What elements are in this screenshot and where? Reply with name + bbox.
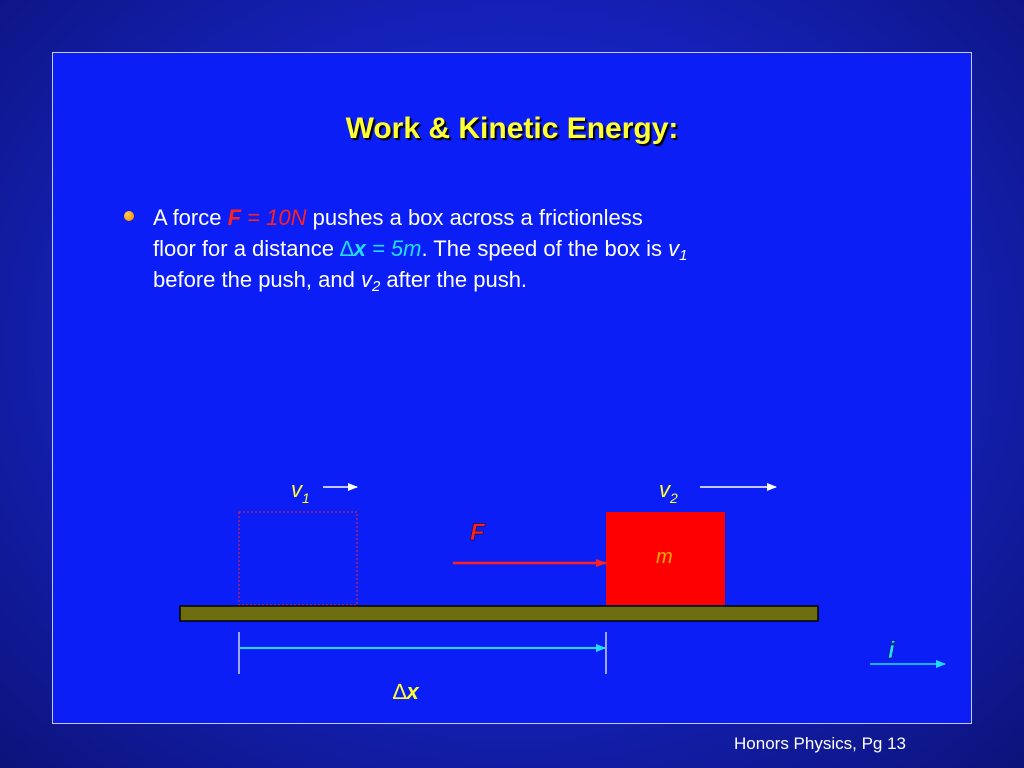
v1-label: $v_1$ [291, 477, 310, 506]
text-pushes: pushes a box across a frictionless [306, 205, 643, 230]
text-a-force: A force [153, 205, 228, 230]
x-symbol: x [353, 236, 366, 261]
force-value: = 10N [241, 205, 307, 230]
delta-symbol: ∆ [340, 236, 354, 261]
delta-x-label: ∆x [393, 679, 419, 704]
floor [180, 606, 818, 621]
v2-label: $v_2$ [659, 477, 678, 506]
text-floor: floor for a distance [153, 236, 341, 261]
force-symbol: F [227, 205, 242, 230]
footer-page-label: Honors Physics, Pg 13 [734, 734, 906, 753]
slide-title: Work & Kinetic Energy: [345, 112, 679, 145]
text-before: before the push, and [153, 267, 361, 292]
unit-vector-label: i [888, 637, 895, 664]
distance-value: = 5m [365, 236, 422, 261]
v1-symbol: $v_1$ [668, 236, 688, 264]
mass-label: m [656, 546, 673, 568]
initial-box-outline [239, 512, 357, 605]
force-label: F [470, 519, 485, 546]
text-speed: . The speed of the box is [421, 236, 669, 261]
text-after: after the push. [380, 267, 528, 292]
v2-symbol: $v_2$ [360, 267, 381, 295]
